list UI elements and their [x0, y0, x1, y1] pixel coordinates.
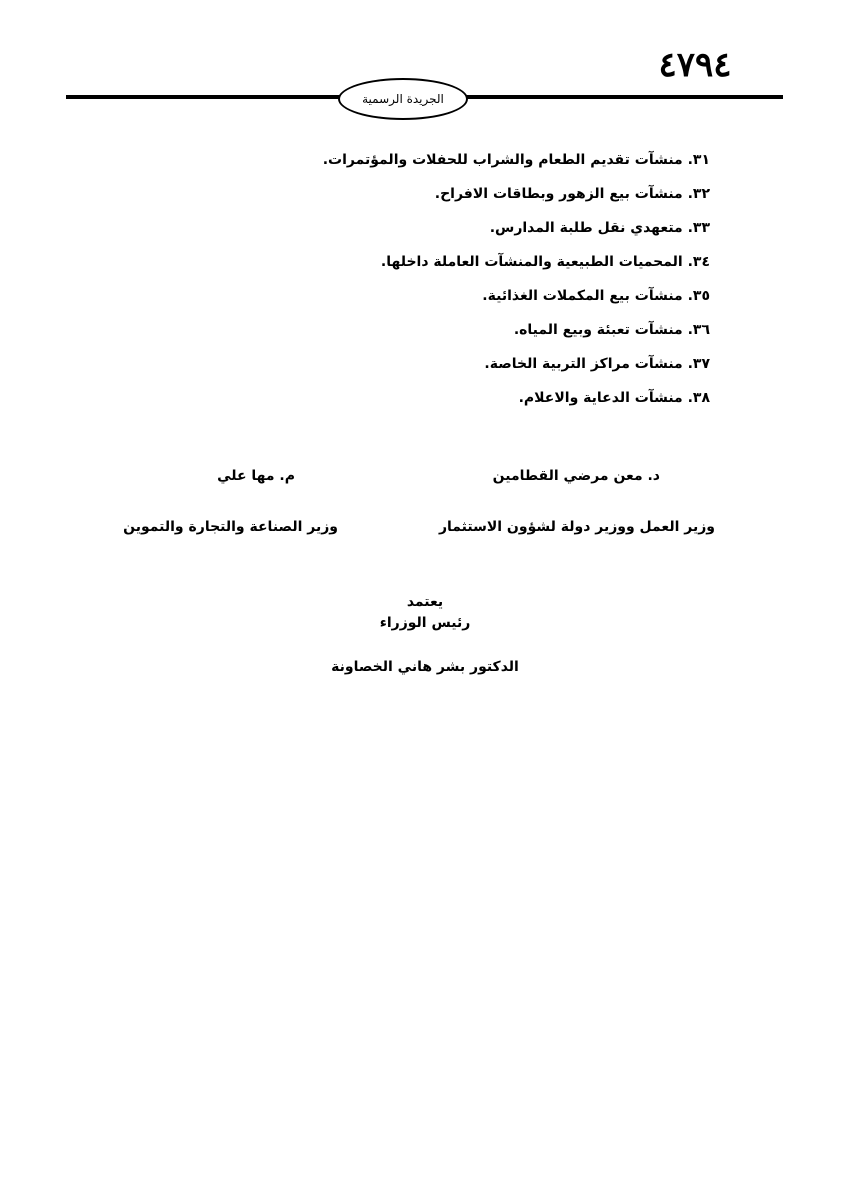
- list-item-38: ٣٨. منشآت الدعاية والاعلام.: [518, 390, 710, 406]
- signatory-right-name: د. معن مرضي القطامين: [492, 468, 660, 484]
- list-item-33: ٣٣. متعهدي نقل طلبة المدارس.: [489, 220, 710, 236]
- approval-label: يعتمد: [406, 594, 444, 610]
- list-item-36: ٣٦. منشآت تعبئة وبيع المياه.: [513, 322, 710, 338]
- approval-role: رئيس الوزراء: [379, 615, 471, 631]
- gazette-title-badge: [338, 78, 468, 120]
- signatory-left-title: وزير الصناعة والتجارة والتموين: [123, 519, 338, 535]
- list-item-31: ٣١. منشآت تقديم الطعام والشراب للحفلات والمؤتمرات.: [322, 152, 710, 168]
- signatory-right-title: وزير العمل ووزير دولة لشؤون الاستثمار: [438, 519, 715, 535]
- signatory-left-name: م. مها علي: [217, 468, 295, 484]
- list-item-35: ٣٥. منشآت بيع المكملات الغذائية.: [482, 288, 710, 304]
- list-item-34: ٣٤. المحميات الطبيعية والمنشآت العاملة داخلها.: [380, 254, 710, 270]
- page-number: ٤٧٩٤: [658, 45, 732, 85]
- list-item-37: ٣٧. منشآت مراكز التربية الخاصة.: [484, 356, 710, 372]
- gazette-title: الجريدة الرسمية: [362, 92, 444, 106]
- list-item-32: ٣٢. منشآت بيع الزهور وبطاقات الافراح.: [434, 186, 710, 202]
- approval-name: الدكتور بشر هاني الخصاونة: [331, 659, 519, 675]
- establishments-list: [323, 143, 710, 415]
